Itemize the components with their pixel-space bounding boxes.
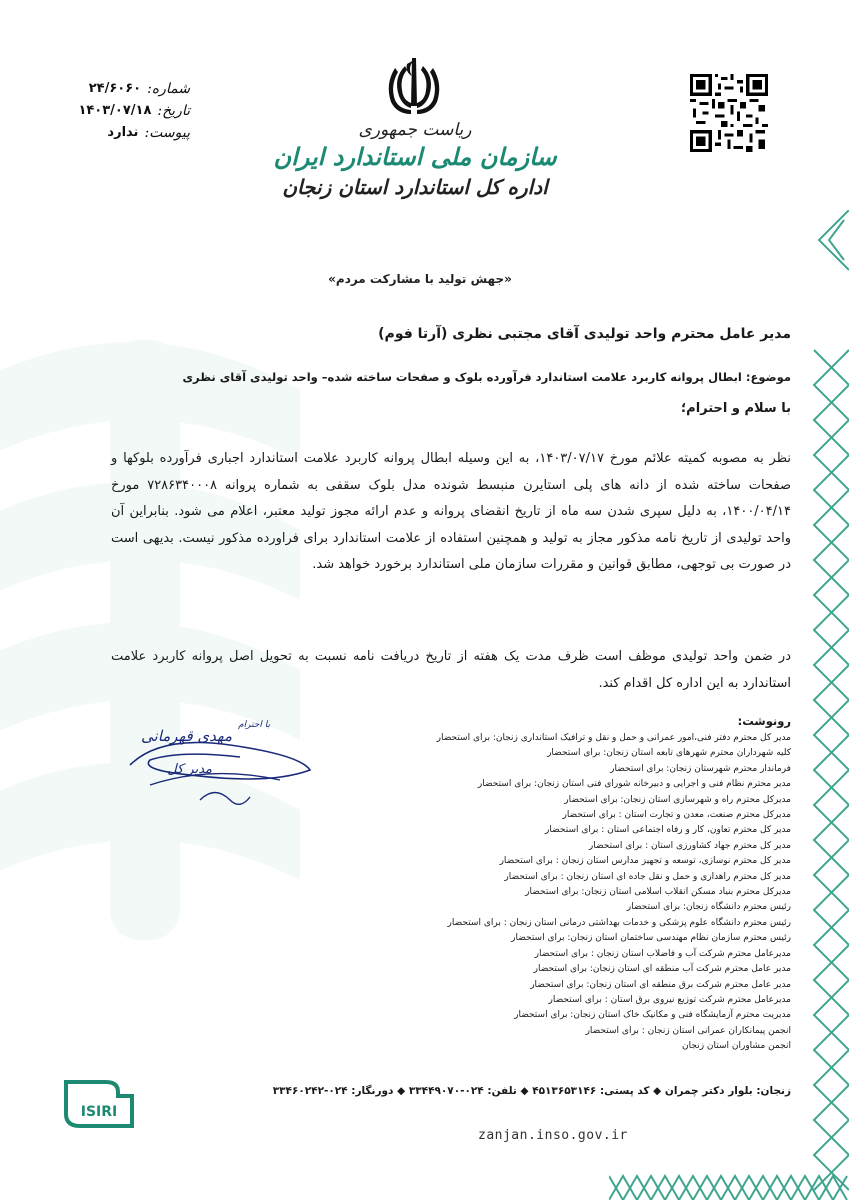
decorative-pattern-bottom (609, 1172, 849, 1200)
cc-list-item: مدیر کل محترم جهاد کشاورزی استان : برای استحضار (588, 840, 791, 851)
cc-list-item: مدیر کل محترم نوسازی، توسعه و تجهیز مدارس استان زنجان : برای استحضار (499, 856, 791, 867)
recipient-line: مدیر عامل محترم واحد تولیدی آقای مجتبی نظری (آرتا فوم) (378, 326, 791, 342)
organization-name: سازمان ملی استاندارد ایران (273, 142, 557, 171)
cc-list-item: مدیر محترم نظام فنی و اجرایی و دبیرخانه شورای فنی استان زنجان: برای استحضار (477, 779, 791, 790)
presidency-title: ریاست جمهوری (358, 120, 472, 140)
slogan: «جهش تولید با مشارکت مردم» (328, 272, 512, 286)
letter-attachment (30, 122, 190, 144)
decorative-pattern-right (804, 210, 849, 1200)
cc-list-item: مدیرکل محترم راه و شهرسازی استان زنجان: برای استحضار (564, 794, 791, 805)
iran-emblem-icon (385, 56, 443, 118)
body-paragraph-1: نظر به مصوبه کمیته علائم مورخ ۱۴۰۳/۰۷/۱۷، به این وسیله ابطال پروانه کاربرد علامت استاندارد اجباری فرآورده بلوکها و صفحات ساخته شده از دانه های پلی استایرن منبسط شونده مدل بلوک سقفی به شماره پروانه ۷۲۸۶۳۴۰۰۰۸ مورخ ۱۴۰۰/۰۴/۱۴، به دلیل سپری شدن سه ماه از تاریخ انقضای پروانه و عدم ارائه مجوز تولید معتبر، اعلام می شود. بنابراین آن واحد تولیدی از تاریخ نامه مذکور مجاز به تولید و همچنین استفاده از علامت استاندارد برای فراورده مذکور نیست. بدیهی است در صورت بی توجهی، مطابق قوانین و مقررات سازمان ملی استاندارد برخورد خواهد شد. (111, 451, 792, 572)
subject-line: موضوع: ابطال پروانه کاربرد علامت استاندارد فرآورده بلوک و صفحات ساخته شده– واحد تولیدی آقای نظری (182, 370, 791, 384)
letter-number (30, 78, 190, 100)
cc-list-item: مدیر کل محترم تعاون، کار و رفاه اجتماعی استان : برای استحضار (545, 825, 791, 836)
cc-list-item: رئیس محترم دانشگاه زنجان: برای استحضار (626, 902, 791, 913)
cc-list-item: انجمن پیمانکاران عمرانی استان زنجان : برای استحضار (585, 1025, 791, 1036)
footer-website: zanjan.inso.gov.ir (478, 1128, 628, 1143)
cc-list-item: فرماندار محترم شهرستان زنجان: برای استحضار (610, 763, 791, 774)
cc-list-item: انجمن مشاوران استان زنجان (682, 1041, 791, 1052)
attachment-label: پیوست: (144, 125, 190, 141)
attachment-value: ندارد (107, 125, 139, 140)
number-value: ۲۴/۶۰۶۰ (88, 81, 142, 96)
cc-list-item: مدیر عامل محترم شرکت برق منطقه ای استان زنجان: برای استحضار (530, 979, 791, 990)
cc-title: رونوشت: (737, 714, 791, 728)
cc-list (271, 731, 791, 1055)
signature-name: مهدی قهرمانی (141, 727, 232, 745)
cc-list-item: رئیس محترم دانشگاه علوم پزشکی و خدمات بهداشتی درمانی استان زنجان : برای استحضار (447, 917, 791, 928)
signature-salutation: با احترام (238, 720, 270, 730)
number-label: شماره: (147, 81, 190, 97)
cc-list-item: مدیر کل محترم راهداری و حمل و نقل جاده ای استان زنجان : برای استحضار (504, 871, 791, 882)
letterhead (230, 120, 600, 199)
cc-list-item: مدیر کل محترم دفتر فنی،امور عمرانی و حمل و نقل و ترافیک استانداری زنجان: برای استحضار (436, 733, 791, 743)
qr-code-icon (690, 74, 768, 152)
footer-address: زنجان: بلوار دکتر چمران ◆ کد پستی: ۴۵۱۳۶۵۳۱۴۶ ◆ تلفن: ۰۲۴-۳۳۴۴۹۰۷۰ ◆ دورنگار: ۰۲۴-۳۳۴۶۰۲۴۲ (272, 1085, 791, 1097)
inso-logo-text: ISIRI (80, 1104, 118, 1120)
signature-title: مدیر کل (167, 762, 212, 777)
letter-meta (30, 78, 190, 144)
date-label: تاریخ: (157, 103, 190, 119)
signature (120, 705, 330, 825)
cc-list-item: رئیس محترم سازمان نظام مهندسی ساختمان استان زنجان: برای استحضار (511, 933, 791, 944)
cc-list-item: کلیه شهرداران محترم شهرهای تابعه استان زنجان: برای استحضار (547, 748, 791, 759)
date-value: ۱۴۰۳/۰۷/۱۸ (78, 103, 152, 118)
cc-list-item: مدیرکل محترم صنعت، معدن و تجارت استان : برای استحضار (562, 810, 791, 821)
cc-list-item: مدیرعامل محترم شرکت آب و فاضلاب استان زنجان : برای استحضار (534, 948, 791, 959)
body-paragraph-2: در ضمن واحد تولیدی موظف است ظرف مدت یک هفته از تاریخ دریافت نامه نسبت به تحویل اصل پروانه کاربرد علامت استاندارد به این اداره کل اقدام کند. (111, 649, 791, 691)
cc-list-item: مدیر عامل محترم شرکت آب منطقه ای استان زنجان: برای استحضار (533, 964, 791, 975)
letter-date (30, 100, 190, 122)
department-name: اداره کل استاندارد استان زنجان (282, 175, 548, 199)
cc-list-item: مدیرکل محترم بنیاد مسکن انقلاب اسلامی استان زنجان: برای استحضار (525, 887, 791, 898)
cc-list-item: مدیرعامل محترم شرکت توزیع نیروی برق استان : برای استحضار (548, 994, 791, 1005)
cc-list-item: مدیریت محترم آزمایشگاه فنی و مکانیک خاک استان زنجان: برای استحضار (514, 1010, 791, 1021)
inso-logo (62, 1076, 136, 1132)
greeting: با سلام و احترام؛ (680, 401, 791, 416)
